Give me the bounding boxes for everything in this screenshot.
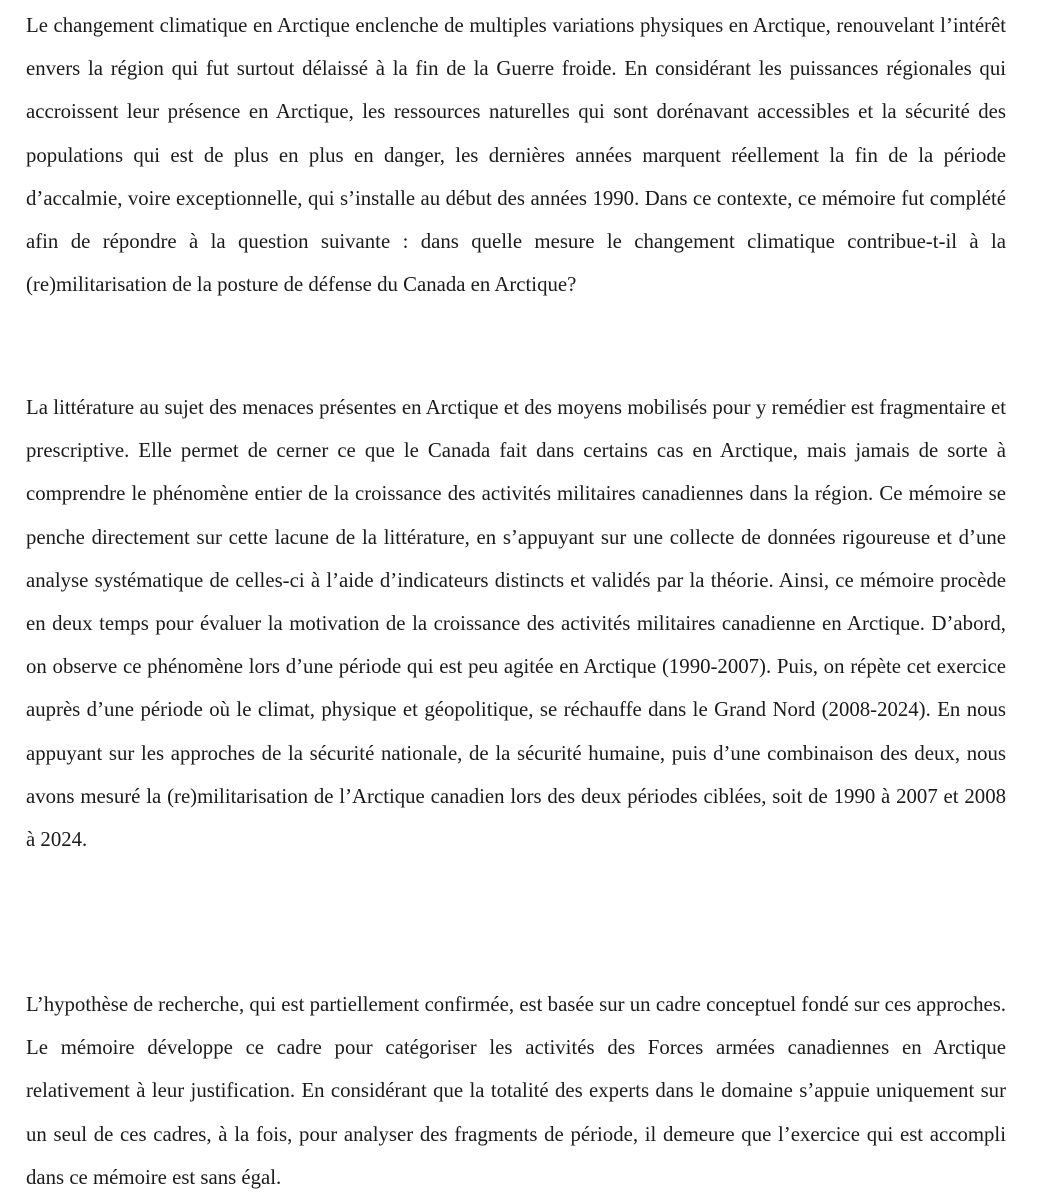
paragraph-literature-review: La littérature au sujet des menaces présentes en Arctique et des moyens mobilisés pour y remédier est fragmentaire et prescriptive. Elle permet de cerner ce que le Canada fait dans certains cas en Arctique, mais jamais de sorte à comprendre le phénomène entier de la croissance des activités militaires canadiennes dans la région. Ce mémoire se penche directement sur cette lacune de la littérature, en s’appuyant sur une collecte de données rigoureuse et d’une analyse systématique de celles-ci à l’aide d’indicateurs distincts et validés par la théorie. Ainsi, ce mémoire procède en deux temps pour évaluer la motivation de la croissance des activités militaires canadienne en Arctique. D’abord, on observe ce phénomène lors d’une période qui est peu agitée en Arctique (1990-2007). Puis, on répète cet exercice auprès d’une période où le climat, physique et géopolitique, se réchauffe dans le Grand Nord (2008-2024). En nous appuyant sur les approches de la sécurité nationale, de la sécurité humaine, puis d’une combinaison des deux, nous avons mesuré la (re)militarisation de l’Arctique canadien lors des deux périodes ciblées, soit de 1990 à 2007 et 2008 à 2024. bbox=[26, 396, 1006, 852]
document-page bbox=[26, 0, 1006, 1200]
paragraph-climate-change-context: Le changement climatique en Arctique enclenche de multiples variations physiques en Arctique, renouvelant l’intérêt envers la région qui fut surtout délaissé à la fin de la Guerre froide. En considérant les puissances régionales qui accroissent leur présence en Arctique, les ressources naturelles qui sont dorénavant accessibles et la sécurité des populations qui est de plus en plus en danger, les dernières années marquent réellement la fin de la période d’accalmie, voire exceptionnelle, qui s’installe au début des années 1990. Dans ce contexte, ce mémoire fut complété afin de répondre à la question suivante : dans quelle mesure le changement climatique contribue-t-il à la (re)militarisation de la posture de défense du Canada en Arctique? bbox=[26, 14, 1006, 297]
paragraph-research-hypothesis: L’hypothèse de recherche, qui est partiellement confirmée, est basée sur un cadre conceptuel fondé sur ces approches. Le mémoire développe ce cadre pour catégoriser les activités des Forces armées canadiennes en Arctique relativement à leur justification. En considérant que la totalité des experts dans le domaine s’appuie uniquement sur un seul de ces cadres, à la fois, pour analyser des fragments de période, il demeure que l’exercice qui est accompli dans ce mémoire est sans égal. bbox=[26, 993, 1006, 1189]
